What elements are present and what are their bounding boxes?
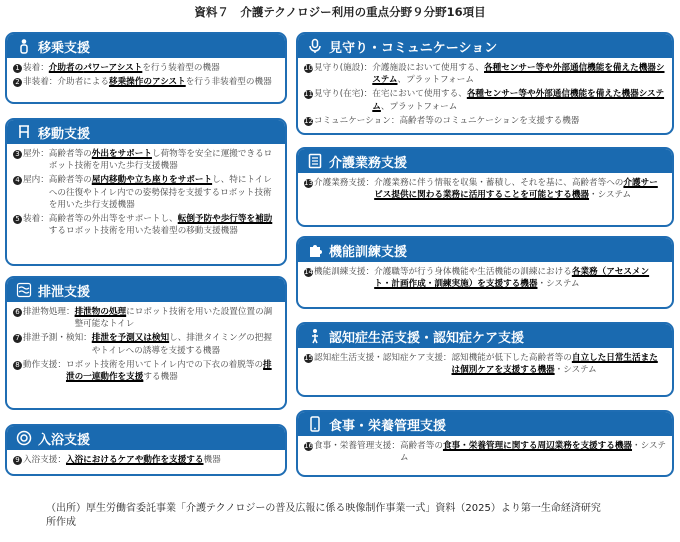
item-label — [13, 62, 49, 74]
body-text: ・システム — [537, 279, 580, 290]
card-header — [7, 278, 285, 302]
body-text: 介助者による — [57, 77, 109, 88]
body-text: 認知機能が低下した高齢者等の — [451, 353, 572, 363]
item-number: 4 — [13, 176, 22, 185]
item-label-text: 屋外： — [23, 149, 49, 159]
card-header — [7, 426, 285, 450]
item-text — [49, 62, 279, 74]
card-header — [298, 412, 672, 436]
card-title: 見守り・コミュニケーション — [329, 40, 498, 56]
item-label-text: 機能訓練支援： — [314, 267, 375, 277]
emphasis-text: 自立した日常生活または個別ケアを支援する機器 — [451, 353, 658, 376]
item-number: 14 — [304, 268, 313, 276]
document-icon — [306, 153, 323, 170]
card-title: 介護業務支援 — [329, 155, 408, 171]
phone-icon — [306, 416, 323, 433]
item-label-text: 排泄物処理： — [23, 307, 75, 317]
item-number: 6 — [13, 308, 22, 317]
card-header — [298, 324, 672, 348]
emphasis-text: 入浴におけるケアや動作を支援する — [65, 455, 204, 465]
body-text: にロボット技術を用いた設置位置の調整可能なトイレ — [74, 307, 273, 330]
body-text: ロボット技術を用いてトイレ内での下衣の着脱等の — [65, 359, 264, 370]
item-number: 7 — [13, 334, 22, 343]
body-text: 高齢者等のコミュニケーションを支援する機器 — [399, 115, 580, 126]
item-number: 3 — [13, 150, 22, 159]
card-monitoring — [296, 32, 674, 135]
item-text — [49, 174, 279, 211]
puzzle-icon — [306, 242, 323, 259]
card-body — [298, 262, 672, 290]
item-label — [304, 88, 372, 112]
item-text — [92, 332, 279, 356]
list-item — [13, 148, 279, 172]
item-text — [66, 359, 279, 383]
item-text — [49, 148, 279, 172]
item-text — [400, 440, 666, 464]
card-body — [7, 58, 285, 88]
emphasis-text: 各種センサー等や外部通信機能を備えた機器システム — [372, 89, 665, 112]
item-label — [304, 115, 399, 127]
bath-icon — [15, 430, 32, 447]
card-title: 認知症生活支援・認知症ケア支援 — [329, 330, 525, 346]
item-number: 15 — [304, 354, 313, 362]
list-item — [13, 213, 279, 237]
item-label — [13, 332, 92, 356]
body-text: 高齢者等の — [48, 175, 92, 186]
microphone-icon — [306, 38, 323, 55]
emphasis-text: 各種センサー等や外部通信機能を備えた機器システム — [372, 63, 665, 86]
item-number: 2 — [13, 78, 22, 87]
body-text: 、プラットフォーム — [380, 101, 458, 112]
item-number: 13 — [304, 179, 313, 187]
card-movement — [5, 118, 287, 266]
item-text — [49, 213, 279, 237]
item-label — [13, 213, 49, 237]
item-label — [13, 306, 75, 330]
item-label-text: 屋内： — [23, 175, 49, 186]
item-label-text: 食事・栄養管理支援： — [314, 441, 400, 451]
waves-icon — [15, 282, 32, 299]
body-text: し荷物等を安全に運搬できるロボット技術を用いた歩行支援機器 — [48, 149, 273, 172]
list-item — [13, 76, 279, 88]
body-text: を行う非装着型の機器 — [185, 77, 272, 88]
item-text — [57, 76, 279, 88]
emphasis-text: 移乗操作のアシスト — [108, 77, 186, 88]
body-text: 在宅において使用する、 — [372, 89, 467, 100]
item-label — [304, 440, 400, 464]
item-number: 10 — [304, 64, 313, 72]
emphasis-text: 食事・栄養管理に関する周辺業務を支援する機器 — [442, 441, 633, 451]
body-text: を行う装着型の機器 — [142, 63, 220, 73]
card-body — [298, 348, 672, 376]
card-meals — [296, 410, 674, 477]
item-text — [374, 266, 666, 290]
item-label — [304, 62, 372, 86]
list-item — [304, 88, 666, 112]
emphasis-text: 各業務（アセスメント・計画作成・訓練実施）を支援する機器 — [374, 267, 650, 290]
item-label — [13, 454, 66, 466]
item-label-text: 装着： — [23, 63, 49, 73]
body-text: 機器 — [203, 455, 221, 465]
card-title: 機能訓練支援 — [329, 244, 408, 260]
card-care-work — [296, 147, 674, 227]
list-item — [13, 332, 279, 356]
card-body — [298, 173, 672, 201]
item-label-text: コミュニケーション： — [314, 115, 400, 126]
item-label — [13, 359, 66, 383]
list-item — [13, 306, 279, 330]
body-text: 高齢者等の外出等をサポートし、 — [48, 214, 178, 225]
card-header — [7, 34, 285, 58]
item-label — [13, 76, 57, 88]
card-title: 食事・栄養管理支援 — [329, 418, 447, 434]
card-training — [296, 236, 674, 309]
emphasis-text: 排泄を予測又は検知 — [91, 333, 170, 344]
card-header — [298, 149, 672, 173]
item-text — [75, 306, 279, 330]
card-body — [7, 144, 285, 237]
emphasis-text: 介助者の — [48, 63, 84, 73]
emphasis-text: 転倒予防や歩行等を補助 — [177, 214, 273, 225]
card-title: 移乗支援 — [38, 40, 91, 56]
person-icon — [15, 38, 32, 55]
emphasis-text: 屋内移動や立ち座りをサポート — [91, 175, 213, 186]
item-label — [304, 266, 374, 290]
item-text — [372, 62, 666, 86]
item-label-text: 介護業務支援： — [314, 178, 375, 188]
item-number: 11 — [304, 90, 313, 99]
item-label-text: 見守り(在宅)： — [314, 89, 373, 100]
body-text: ・システム — [399, 441, 666, 464]
item-text — [399, 115, 666, 127]
card-header — [298, 238, 672, 262]
list-item — [304, 266, 666, 290]
item-number: 12 — [304, 116, 313, 125]
item-label-text: 入浴支援： — [23, 455, 66, 465]
walker-icon — [15, 124, 32, 141]
person-stand-icon — [306, 328, 323, 345]
page-title: 資料７ 介護テクノロジー利用の重点分野９分野16項目 — [194, 5, 486, 19]
card-title: 排泄支援 — [38, 284, 91, 300]
body-text: し、特にトイレへの往復やトイレ内での姿勢保持を支援するロボット技術を用いた歩行支援機器 — [48, 175, 272, 210]
list-item — [13, 454, 279, 466]
source-note: （出所）厚生労働省委託事業「介護テクノロジーの普及広報に係る映像制作事業一式」資料（2025）より第一生命経済研究所作成 — [46, 503, 601, 528]
item-label-text: 認知症生活支援・認知症ケア支援： — [314, 353, 452, 363]
item-label — [13, 148, 49, 172]
body-text: 高齢者等の — [48, 149, 92, 159]
card-body — [298, 436, 672, 464]
emphasis-text: 介護サービス提供に関わる業務に活用することを可能とする機器 — [374, 178, 658, 201]
list-item — [304, 352, 666, 376]
item-label-text: 装着： — [23, 214, 49, 225]
list-item — [304, 62, 666, 86]
body-text: ・システム — [554, 365, 597, 376]
item-label — [304, 177, 374, 201]
list-item — [13, 174, 279, 211]
body-text: ・システム — [589, 190, 632, 201]
item-label-text: 非装着： — [23, 77, 58, 88]
card-title: 入浴支援 — [38, 432, 91, 448]
item-text — [374, 177, 666, 201]
item-label-text: 排泄予測・検知： — [23, 333, 92, 344]
item-text — [66, 454, 279, 466]
card-mobility-assist — [5, 32, 287, 104]
emphasis-text: 排泄の一連動作を支援 — [65, 359, 272, 383]
body-text: 、プラットフォーム — [397, 75, 474, 86]
list-item — [304, 440, 666, 464]
item-label-text: 見守り(施設)： — [314, 63, 373, 73]
emphasis-text: パワーアシスト — [83, 63, 143, 73]
card-header — [298, 34, 672, 58]
item-number: 16 — [304, 442, 313, 450]
list-item — [304, 177, 666, 201]
item-label — [304, 352, 452, 376]
body-text: 介護業務に伴う情報を収集・蓄積し、それを基に、高齢者等への — [374, 178, 624, 188]
item-label-text: 動作支援： — [23, 359, 66, 370]
item-label — [13, 174, 49, 211]
card-bathing — [5, 424, 287, 476]
body-text: 高齢者等の — [399, 441, 443, 451]
body-text: するロボット技術を用いた装着型の移動支援機器 — [48, 226, 238, 237]
item-number: 5 — [13, 215, 22, 224]
card-dementia — [296, 322, 674, 397]
list-item — [13, 359, 279, 383]
body-text: する機器 — [143, 372, 178, 383]
card-title: 移動支援 — [38, 126, 91, 142]
item-number: 1 — [13, 64, 22, 73]
item-text — [372, 88, 666, 112]
card-body — [7, 302, 285, 383]
card-header — [7, 120, 285, 144]
list-item — [13, 62, 279, 74]
item-text — [452, 352, 666, 376]
emphasis-text: 排泄物の処理 — [74, 307, 127, 317]
list-item — [304, 115, 666, 127]
item-number: 9 — [13, 456, 22, 465]
card-body — [7, 450, 285, 466]
body-text: し、排泄タイミングの把握やトイレへの誘導を支援する機器 — [91, 333, 272, 356]
card-excretion — [5, 276, 287, 410]
card-body — [298, 58, 672, 127]
body-text: 介護施設において使用する、 — [372, 63, 485, 73]
body-text: 介護職等が行う身体機能や生活機能の訓練における — [374, 267, 572, 277]
item-number: 8 — [13, 361, 22, 370]
emphasis-text: 外出をサポート — [91, 149, 152, 159]
